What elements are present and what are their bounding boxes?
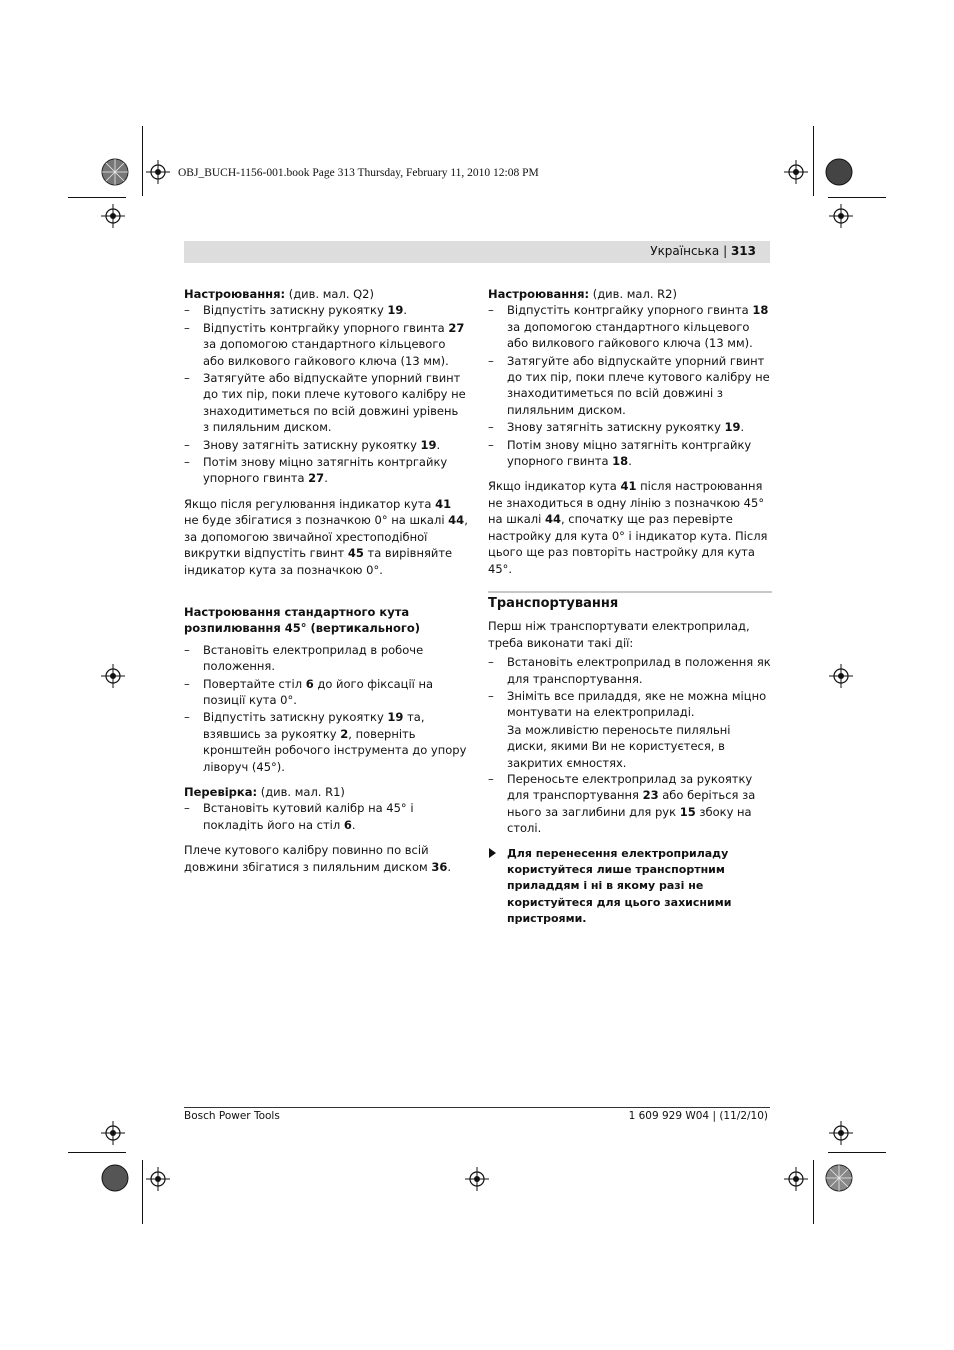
list-item: – Встановіть кутовий калібр на 45° і покладіть його на стіл 6. xyxy=(184,800,468,833)
list-item: – Знову затягніть затискну рукоятку 19. xyxy=(488,419,772,435)
subheading: Настроювання: (див. мал. R2) xyxy=(488,287,677,301)
list-item: – Затягуйте або відпускайте упорний гвинт до тих пір, поки плече кутового калібру не знаходитиметься по всій довжині з пиляльним диском. xyxy=(488,353,772,419)
list-item: – Знову затягніть затискну рукоятку 19. xyxy=(184,437,468,453)
color-wheel-icon xyxy=(825,158,853,186)
registration-mark-icon xyxy=(101,204,125,228)
registration-mark-icon xyxy=(101,1121,125,1145)
list-item: – Відпустіть контргайку упорного гвинта 18 за допомогою стандартного кільцевого або вилкового гайкового ключа (13 мм). xyxy=(488,302,772,351)
page-header xyxy=(184,241,770,263)
list-item: – Зніміть все приладдя, яке не можна міцно монтувати на електроприладі. xyxy=(488,688,772,721)
registration-mark-icon xyxy=(146,160,170,184)
print-slug: OBJ_BUCH-1156-001.book Page 313 Thursday, February 11, 2010 12:08 PM xyxy=(178,167,539,179)
section-divider xyxy=(488,591,772,593)
color-wheel-icon xyxy=(101,158,129,186)
list-item: – Повертайте стіл 6 до його фіксації на позиції кута 0°. xyxy=(184,676,468,709)
registration-mark-icon xyxy=(101,664,125,688)
registration-mark-icon xyxy=(784,1167,808,1191)
section-title: Транспортування xyxy=(488,595,619,611)
footer-brand: Bosch Power Tools xyxy=(184,1110,280,1122)
subheading: Перевірка: (див. мал. R1) xyxy=(184,784,345,799)
footer-divider xyxy=(184,1107,770,1108)
list-item: – Затягуйте або відпускайте упорний гвинт до тих пір, поки плече кутового калібру не знаходитиметься по всій довжині урівень з пиляльним диском. xyxy=(184,370,468,436)
trim-line xyxy=(142,126,143,196)
registration-mark-icon xyxy=(465,1167,489,1191)
list-item: – Встановіть електроприлад в робоче положення. xyxy=(184,642,468,675)
arrow-bullet-icon xyxy=(489,848,496,858)
trim-line xyxy=(68,197,126,198)
paragraph: Плече кутового калібру повинно по всій довжини збігатися з пиляльним диском 36. xyxy=(184,843,452,874)
list-item: – Відпустіть затискну рукоятку 19. xyxy=(184,302,468,318)
list-item: – Потім знову міцно затягніть контргайку упорного гвинта 18. xyxy=(488,437,772,470)
registration-mark-icon xyxy=(829,664,853,688)
list-item: – Відпустіть контргайку упорного гвинта 27 за допомогою стандартного кільцевого або вилкового гайкового ключа (13 мм). xyxy=(184,320,468,369)
trim-line xyxy=(68,1152,126,1153)
color-wheel-icon xyxy=(101,1164,129,1192)
registration-mark-icon xyxy=(829,204,853,228)
paragraph: Якщо після регулювання індикатор кута 41 не буде збігатися з позначкою 0° на шкалі 44, за допомогою звичайної хрестоподібної викрутки відпустіть гвинт 45 та вирівняйте індикатор кута за позначкою 0°. xyxy=(184,496,468,577)
left-column xyxy=(184,286,468,875)
trim-line xyxy=(813,1160,814,1224)
right-column xyxy=(488,286,772,928)
paragraph: Перш ніж транспортувати електроприлад, треба виконати такі дії: xyxy=(488,619,750,650)
registration-mark-icon xyxy=(829,1121,853,1145)
registration-mark-icon xyxy=(784,160,808,184)
trim-line xyxy=(828,197,886,198)
language-label: Українська xyxy=(650,244,720,258)
list-item: – Потім знову міцно затягніть контргайку упорного гвинта 27. xyxy=(184,454,468,487)
list-item: – Переносьте електроприлад за рукоятку для транспортування 23 або беріться за нього за заглибини для рук 15 збоку на столі. xyxy=(488,771,772,837)
list-item: – Відпустіть затискну рукоятку 19 та, взявшись за рукоятку 2, поверніть кронштейн робочого інструмента до упору ліворуч (45°). xyxy=(184,709,468,775)
registration-mark-icon xyxy=(146,1167,170,1191)
color-wheel-icon xyxy=(825,1164,853,1192)
footer-doc-id: 1 609 929 W04 | (11/2/10) xyxy=(628,1110,768,1122)
section-heading: Настроювання стандартного кута розпилювання 45° (вертикального) xyxy=(184,604,421,636)
list-item: – Встановіть електроприлад в положення як для транспортування. xyxy=(488,654,772,687)
page-number: 313 xyxy=(730,244,756,258)
trim-line xyxy=(828,1152,886,1153)
trim-line xyxy=(142,1160,143,1224)
list-item-continuation: За можливістю переносьте пиляльні диски, якими Ви не користуєтеся, в закритих ємностях. xyxy=(507,722,731,770)
trim-line xyxy=(813,126,814,196)
subheading: Настроювання: (див. мал. Q2) xyxy=(184,287,374,301)
warning-notice: Для перенесення електроприладу користуйтеся лише транспортним приладдям і ні в якому разі не користуйтеся для цього захисними пристроями. xyxy=(488,846,772,928)
header-separator: | xyxy=(723,244,728,258)
paragraph: Якщо індикатор кута 41 після настроювання не знаходиться в одну лінію з позначкою 45° на шкалі 44, спочатку ще раз перевірте настройку для кута 0° і індикатор кута. Після цього ще раз повторіть настройку для кута 45°. xyxy=(488,479,768,576)
header-language xyxy=(650,244,756,258)
